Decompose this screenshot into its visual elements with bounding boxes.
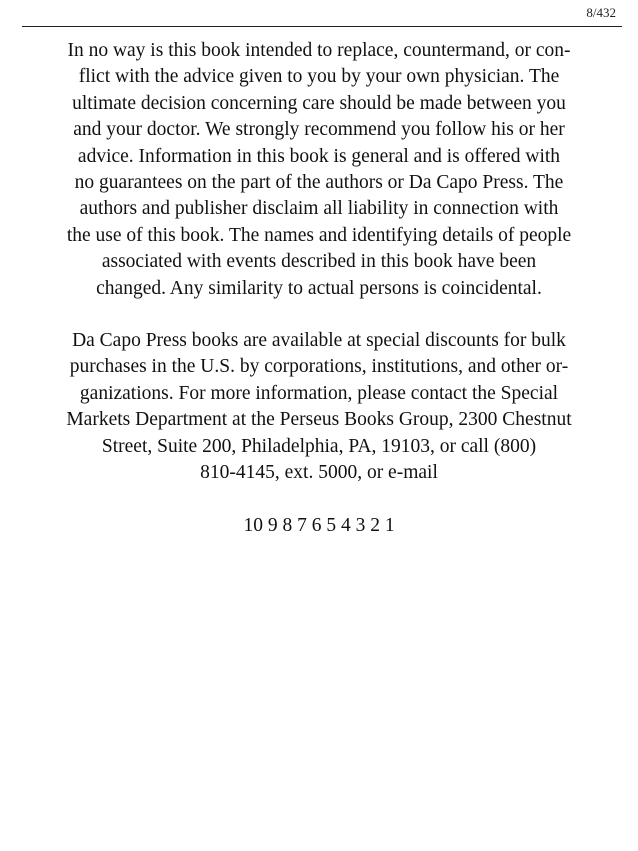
text-line: changed. Any similarity to actual persons is coincidental. [96,277,542,299]
text-line: 810-4145, ext. 5000, or e-mail [200,462,438,484]
printing-line: 10 9 8 7 6 5 4 3 2 1 [243,514,395,536]
text-line: purchases in the U.S. by corporations, institutions, and other or- [69,356,569,378]
page-number: 8/432 [586,5,616,20]
text-line: authors and publisher disclaim all liability in connection with [79,198,559,220]
disclaimer-paragraph [12,38,626,302]
text-line: ganizations. For more information, please contact the Special [79,382,559,404]
text-line: Markets Department at the Perseus Books Group, 2300 Chestnut [66,409,572,431]
text-line: and your doctor. We strongly recommend you follow his or her [73,119,565,141]
text-line: the use of this book. The names and identifying details of people [66,224,572,246]
text-line: Street, Suite 200, Philadelphia, PA, 19103, or call (800) [101,435,537,457]
text-line: associated with events described in this book have been [101,251,537,273]
page-content [12,38,626,539]
sales-paragraph [12,328,626,486]
text-line: advice. Information in this book is general and is offered with [77,145,561,167]
text-line: In no way is this book intended to replace, countermand, or con- [67,40,571,61]
paragraph-spacer [12,302,626,328]
page-header [22,0,622,27]
text-line: ultimate decision concerning care should be made between you [72,92,566,114]
text-line: no guarantees on the part of the authors or Da Capo Press. The [74,172,564,194]
text-line: flict with the advice given to you by your own physician. The [78,66,560,88]
text-line: Da Capo Press books are available at special discounts for bulk [72,330,566,352]
